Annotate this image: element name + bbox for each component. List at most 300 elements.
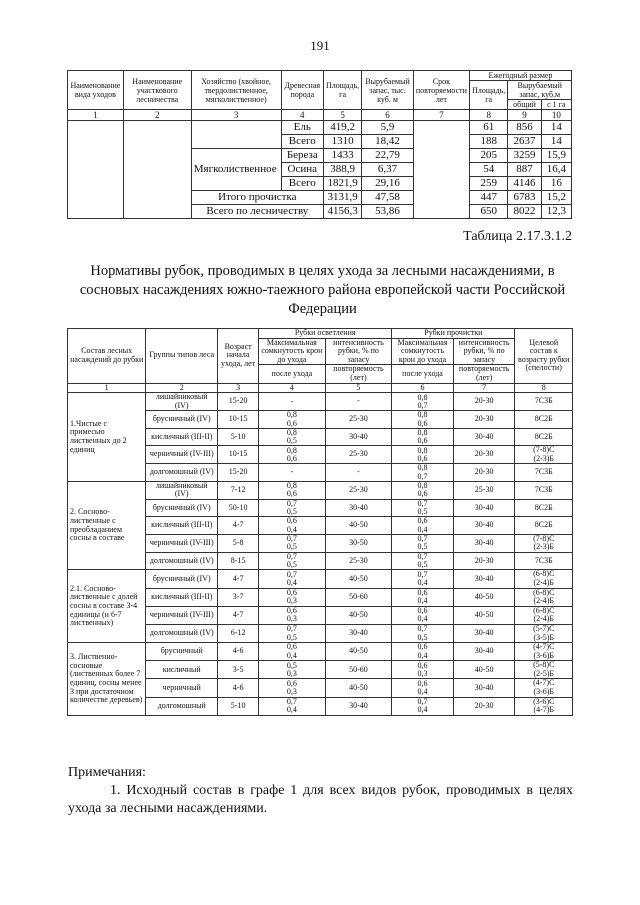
value-top: 0,7 [286,697,297,707]
th-repeat: повторяемость (лет) [325,365,392,383]
th-clarifying: Рубки осветления [259,329,392,339]
group-name: 2. Сосново-лиственные с преобладанием сосны в составе [68,481,146,570]
cell-age: 4-7 [218,517,259,534]
th-term: Срок повторяемости лет [413,71,469,110]
value-bottom: 0,6 [286,489,297,499]
empty-cell [191,121,281,149]
column-number: 6 [392,383,454,393]
cell-intensity-1: 30-40 [325,697,392,715]
cell-intensity-1: - [325,464,392,481]
value-top: 0,6 [417,642,428,652]
value-top: 0,6 [417,516,428,526]
table-row [68,393,573,411]
cell-total: 887 [508,163,541,177]
cell-per-ha: 15,2 [541,191,571,205]
cell-total: 2637 [508,135,541,149]
value-bottom: 0,6 [417,453,428,463]
cell-per-ha: 14 [541,135,571,149]
cell-density-2 [392,481,454,499]
cell-forest-type: брусничный (IV) [146,499,218,516]
value-bottom: 0,3 [417,668,428,678]
th-after: после ухода [259,365,325,383]
cell-target: (5-8)С (2-5)Б [515,661,573,679]
value-top: 0,8 [286,481,297,491]
cell-density-2 [392,393,454,411]
cell-intensity-2: 30-40 [453,499,515,516]
cell-stock: 18,42 [362,135,414,149]
column-number: 5 [325,383,392,393]
value-bottom: 0,4 [417,577,428,587]
cell-age: 3-7 [218,588,259,606]
cell-density-1 [259,624,325,642]
cell-density-1 [259,661,325,679]
cell-age: 5-10 [218,428,259,445]
cell-intensity-1: 40-50 [325,679,392,697]
value-bottom: 0,6 [286,453,297,463]
column-number: 1 [68,383,146,393]
value-bottom: 0,6 [286,418,297,428]
cell-forest-type: кисличный [146,661,218,679]
summary-table [67,70,572,219]
value-top: 0,8 [417,392,428,402]
cell-target: 7С3Б [515,481,573,499]
th-stock: Вырубаемый запас, тыс. куб. м [362,71,414,110]
value-top: 0,7 [286,534,297,544]
norms-table [67,328,573,716]
value-top: 0,7 [417,498,428,508]
cell-breed: Всего [281,135,323,149]
table-caption: Таблица 2.17.3.1.2 [463,229,572,244]
cell-density-1 [259,606,325,624]
cell-target: 7С3Б [515,552,573,569]
th-max-density: Максимальная сомкнутость крон до ухода [259,338,325,365]
cell-forest-type: черничный [146,679,218,697]
cell-forest-type: лишайниковый (IV) [146,393,218,411]
value-bottom: 0,4 [417,596,428,606]
value-bottom: 0,5 [286,435,297,445]
norms-table-body [68,393,573,716]
cell-density-2 [392,552,454,569]
cell-intensity-1: 30-50 [325,534,392,552]
column-numbers-row [68,383,573,393]
value-top: 0,7 [417,569,428,579]
cell-target: (5-7)С (3-5)Б [515,624,573,642]
cell-density-1 [259,393,325,411]
cell-per-ha: 14 [541,121,571,135]
cell-intensity-1: 25-30 [325,552,392,569]
value-bottom: 0,7 [417,400,428,410]
value-top: 0,6 [417,678,428,688]
cell-target: 7С3Б [515,464,573,481]
cell-area: 1821,9 [323,177,361,191]
cell-annual-area: 61 [469,121,508,135]
cell-forest-type: черничный (IV-III) [146,606,218,624]
th-max-density-2: Максимальная сомкнутость крон до ухода [392,338,454,365]
value-bottom: 0,7 [417,471,428,481]
grand-label: Всего по лесничеству [191,205,323,219]
cell-target: 8С2Б [515,517,573,534]
value-bottom: 0,5 [286,542,297,552]
cell-intensity-1: 30-40 [325,428,392,445]
value-top: 0,8 [286,410,297,420]
value-bottom: 0,5 [417,507,428,517]
value-bottom: 0,5 [417,560,428,570]
value-bottom: 0,5 [286,632,297,642]
cell-age: 5-10 [218,697,259,715]
group-name: 2.1. Сосново-лиственные с долей сосны в составе 3-4 единицы (и 6-7 лиственных) [68,570,146,643]
cell-density-2 [392,588,454,606]
value-top: 0,8 [417,481,428,491]
column-number: 2 [146,383,218,393]
cell-total: 6783 [508,191,541,205]
cell-age: 4-7 [218,606,259,624]
value-bottom: 0,5 [286,560,297,570]
cell-intensity-1: - [325,393,392,411]
cell-density-2 [392,624,454,642]
cell-forest-type: долгомошный (IV) [146,624,218,642]
table-title: Нормативы рубок, проводимых в целях ухода за лесными насаждениями, в сосновых насаждениях южно-таежного района европейской части Российской Федерации [79,263,566,317]
notes [68,764,573,818]
th-annual-area: Площадь, га [469,81,508,110]
value-bottom: 0,4 [417,687,428,697]
notes-heading: Примечания: [68,765,146,780]
cell-density-1 [259,428,325,445]
empty-cell [123,121,191,219]
cell-intensity-2: 20-30 [453,697,515,715]
cell-intensity-2: 40-50 [453,606,515,624]
cell-breed: Осина [281,163,323,177]
value-bottom: 0,4 [417,705,428,715]
value-bottom: 0,6 [417,489,428,499]
column-number: 2 [123,110,191,121]
group-name: 3. Лиственно-сосновые (лиственных более 7 единиц, сосны менее 3 при достаточном количестве деревьев) [68,643,146,716]
cell-intensity-2: 30-40 [453,679,515,697]
cell-forest-type: лишайниковый (IV) [146,481,218,499]
value-top: 0,6 [417,587,428,597]
cell-age: 10-15 [218,411,259,428]
th-name-forestry: Наименование участкового лесничества [123,71,191,110]
value-top: 0,8 [286,445,297,455]
cell-intensity-2: 40-50 [453,661,515,679]
empty-cell [68,121,124,219]
value-top: 0,6 [417,660,428,670]
column-number: 4 [281,110,323,121]
cell-density-2 [392,570,454,588]
th-breed: Древесная порода [281,71,323,110]
column-number: 3 [191,110,281,121]
cell-per-ha: 16 [541,177,571,191]
th-per-ha: с 1 га [541,100,571,110]
cell-density-2 [392,517,454,534]
value-bottom: 0,4 [417,614,428,624]
th-total: общий [508,100,541,110]
cell-density-1 [259,534,325,552]
cell-density-2 [392,679,454,697]
cell-target: (7-8)С (2-3)Б [515,534,573,552]
value-top: 0,8 [286,427,297,437]
cell-intensity-2: 40-50 [453,588,515,606]
value-bottom: 0,4 [286,577,297,587]
cell-intensity-2: 30-40 [453,428,515,445]
cell-target: (3-6)С (4-7)Б [515,697,573,715]
cell-forest-type: кисличный (III-II) [146,428,218,445]
th-age: Возраст начала ухода, лет [218,329,259,384]
cell-age: 15-20 [218,464,259,481]
cell-age: 8-15 [218,552,259,569]
cell-density-1 [259,679,325,697]
value-bottom: 0,5 [286,507,297,517]
value-bottom: 0,4 [417,524,428,534]
cell-intensity-1: 25-30 [325,411,392,428]
value-top: 0,7 [286,624,297,634]
th-cleaning: Рубки прочистки [392,329,515,339]
value-top: 0,6 [286,642,297,652]
cell-total: 856 [508,121,541,135]
cell-intensity-1: 25-30 [325,446,392,464]
value-top: 0,6 [286,606,297,616]
th-groups: Группы типов леса [146,329,218,384]
cell-target: (7-8)С (2-3)Б [515,446,573,464]
cell-total: 8022 [508,205,541,219]
cell-intensity-2: 20-30 [453,411,515,428]
cell-age: 10-15 [218,446,259,464]
cell-density-1 [259,643,325,661]
cell-age: 50-10 [218,499,259,516]
cell-density-1 [259,499,325,516]
cell-density-2 [392,606,454,624]
value-top: 0,7 [286,551,297,561]
cell-age: 7-12 [218,481,259,499]
cell-per-ha: 16,4 [541,163,571,177]
table-row [68,643,573,661]
value-top: 0,7 [417,697,428,707]
subtotal-label: Итого прочистка [191,191,323,205]
cell-intensity-1: 40-50 [325,570,392,588]
cell-stock: 47,58 [362,191,414,205]
cell-forest-type: черничный (IV-III) [146,446,218,464]
th-target: Целевой состав к возрасту рубки (спелости) [515,329,573,384]
value-top: 0,8 [417,410,428,420]
value-top: 0,8 [417,463,428,473]
cell-forest-type: долгомошный (IV) [146,552,218,569]
value-bottom: 0,4 [286,650,297,660]
cell-age: 3-5 [218,661,259,679]
value-top: - [290,396,294,406]
column-numbers-row [68,110,572,121]
cell-forest-type: брусничный (IV) [146,411,218,428]
column-number: 10 [541,110,571,121]
column-number: 4 [259,383,325,393]
cell-density-2 [392,534,454,552]
th-intensity: интенсивность рубки, % по запасу [325,338,392,365]
cell-intensity-1: 25-30 [325,481,392,499]
cell-intensity-2: 20-30 [453,552,515,569]
cell-stock: 6,37 [362,163,414,177]
cell-intensity-2: 20-30 [453,393,515,411]
cell-area: 388,9 [323,163,361,177]
cell-density-1 [259,411,325,428]
table-row [68,121,572,135]
th-after-2: после ухода [392,365,454,383]
value-top: 0,6 [286,516,297,526]
value-top: 0,7 [286,569,297,579]
cell-intensity-1: 50-60 [325,661,392,679]
value-top: 0,6 [286,587,297,597]
cell-forest-type: брусничный [146,643,218,661]
value-top: 0,6 [286,678,297,688]
note-item-1: 1. Исходный состав в графе 1 для всех видов рубок, проводимых в целях ухода за лесными насаждениями. [68,783,573,816]
th-farm: Хозяйство (хвойное, твердолиственное, мягколиственное) [191,71,281,110]
value-bottom: 0,5 [417,542,428,552]
cell-target: (4-7)С (3-6)Б [515,643,573,661]
value-bottom: 0,4 [286,705,297,715]
cell-target: 7С3Б [515,393,573,411]
value-top: 0,8 [417,445,428,455]
cell-area: 1433 [323,149,361,163]
empty-cell [413,121,469,219]
value-bottom: 0,4 [286,524,297,534]
value-top: 0,7 [417,624,428,634]
column-number: 5 [323,110,361,121]
cell-breed: Ель [281,121,323,135]
cell-annual-area: 259 [469,177,508,191]
cell-intensity-2: 20-30 [453,464,515,481]
value-top: 0,7 [417,534,428,544]
cell-density-1 [259,481,325,499]
cell-area: 419,2 [323,121,361,135]
cell-intensity-2: 30-40 [453,624,515,642]
th-annual-stock: Вырубаемый запас, куб.м [508,81,572,100]
value-top: 0,6 [417,606,428,616]
cell-age: 4-6 [218,679,259,697]
value-bottom: 0,3 [286,596,297,606]
cell-intensity-1: 40-50 [325,606,392,624]
cell-farm: Мягколиственное [191,149,281,191]
value-top: 0,7 [417,551,428,561]
cell-density-1 [259,697,325,715]
cell-forest-type: брусничный (IV) [146,570,218,588]
cell-target: (6-8)С (2-4)Б [515,606,573,624]
cell-breed: Береза [281,149,323,163]
column-number: 3 [218,383,259,393]
cell-age: 4-6 [218,643,259,661]
cell-target: (4-7)С (3-6)Б [515,679,573,697]
th-annual: Ежегодный размер [469,71,571,81]
cell-density-2 [392,661,454,679]
value-bottom: 0,6 [417,435,428,445]
cell-forest-type: кисличный (III-II) [146,517,218,534]
cell-total: 4146 [508,177,541,191]
table-row [68,481,573,499]
cell-forest-type: долгомошный [146,697,218,715]
value-bottom: 0,3 [286,614,297,624]
cell-intensity-1: 50-60 [325,588,392,606]
cell-per-ha: 15,9 [541,149,571,163]
value-bottom: 0,6 [417,418,428,428]
cell-age: 4-7 [218,570,259,588]
cell-intensity-2: 30-40 [453,643,515,661]
cell-density-1 [259,588,325,606]
cell-stock: 29,16 [362,177,414,191]
value-bottom: 0,3 [286,687,297,697]
cell-annual-area: 447 [469,191,508,205]
cell-stock: 53,86 [362,205,414,219]
cell-density-1 [259,517,325,534]
page-number: 191 [310,38,330,53]
cell-density-1 [259,464,325,481]
cell-density-1 [259,570,325,588]
cell-forest-type: долгомошный (IV) [146,464,218,481]
cell-forest-type: кисличный (III-II) [146,588,218,606]
cell-area: 3131,9 [323,191,361,205]
cell-forest-type: черничный (IV-III) [146,534,218,552]
value-bottom: 0,3 [286,668,297,678]
cell-intensity-1: 40-50 [325,517,392,534]
column-number: 1 [68,110,124,121]
value-top: - [290,467,294,477]
cell-target: (6-8)С (2-4)Б [515,570,573,588]
cell-intensity-2: 30-40 [453,570,515,588]
cell-breed: Всего [281,177,323,191]
th-intensity-2: интенсивность рубки, % по запасу [453,338,515,365]
column-number: 8 [515,383,573,393]
cell-density-1 [259,552,325,569]
cell-intensity-2: 20-30 [453,446,515,464]
cell-density-2 [392,697,454,715]
cell-intensity-2: 30-40 [453,534,515,552]
column-number: 8 [469,110,508,121]
column-number: 6 [362,110,414,121]
cell-annual-area: 54 [469,163,508,177]
cell-target: 8С2Б [515,499,573,516]
value-top: 0,7 [286,498,297,508]
cell-density-2 [392,643,454,661]
cell-annual-area: 650 [469,205,508,219]
cell-density-2 [392,499,454,516]
cell-age: 6-12 [218,624,259,642]
cell-area: 4156,3 [323,205,361,219]
cell-target: 8С2Б [515,428,573,445]
cell-stock: 5,9 [362,121,414,135]
value-bottom: 0,4 [417,650,428,660]
group-name: 1.Чистые с примесью лиственных до 2 единиц [68,393,146,482]
column-number: 7 [413,110,469,121]
cell-intensity-1: 40-50 [325,643,392,661]
column-number: 7 [453,383,515,393]
cell-density-2 [392,464,454,481]
cell-intensity-2: 25-30 [453,481,515,499]
cell-intensity-1: 30-40 [325,499,392,516]
cell-annual-area: 205 [469,149,508,163]
th-repeat-2: повторяемость (лет) [453,365,515,383]
cell-age: 5-8 [218,534,259,552]
value-bottom: 0,5 [417,632,428,642]
value-top: 0,8 [417,427,428,437]
cell-intensity-2: 30-40 [453,517,515,534]
th-area: Площадь, га [323,71,361,110]
cell-target: (6-8)С (2-4)Б [515,588,573,606]
cell-density-2 [392,411,454,428]
cell-intensity-1: 30-40 [325,624,392,642]
table-row [68,570,573,588]
cell-per-ha: 12,3 [541,205,571,219]
cell-target: 8С2Б [515,411,573,428]
cell-stock: 22,79 [362,149,414,163]
value-top: 0,5 [286,660,297,670]
th-name-type: Наименование вида уходов [68,71,124,110]
cell-annual-area: 188 [469,135,508,149]
cell-density-2 [392,446,454,464]
